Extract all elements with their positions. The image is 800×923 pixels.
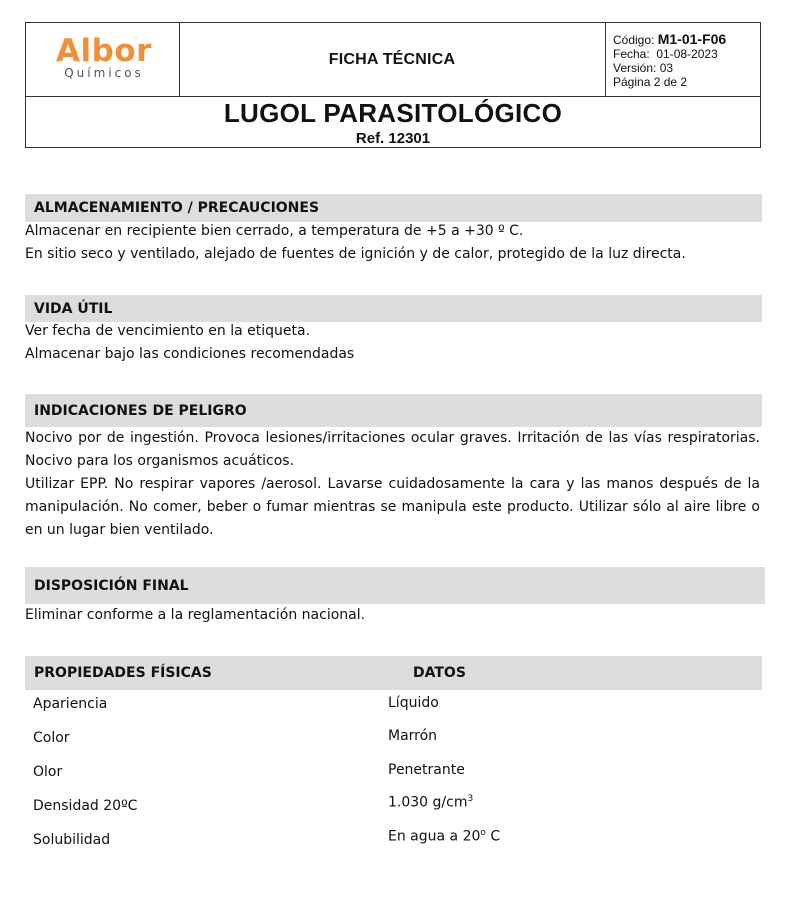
shelf-life-line-2: Almacenar bajo las condiciones recomendadas	[25, 346, 355, 362]
logo-sub-text: Químicos	[64, 66, 144, 80]
property-name: Solubilidad	[33, 832, 111, 848]
storage-line-1: Almacenar en recipiente bien cerrado, a temperatura de +5 a +30 º C.	[25, 223, 524, 239]
product-ref: Ref. 12301	[355, 130, 431, 147]
storage-line-2: En sitio seco y ventilado, alejado de fuentes de ignición y de calor, protegido de la luz directa.	[25, 246, 686, 262]
doc-code	[613, 32, 761, 47]
data-col-header: DATOS	[413, 665, 466, 681]
section-heading-storage: ALMACENAMIENTO / PRECAUCIONES	[25, 194, 762, 222]
property-name: Olor	[33, 764, 63, 780]
density-value: 1.030 g/cm	[388, 794, 468, 811]
property-value: Marrón	[388, 728, 438, 744]
section-heading-hazards: INDICACIONES DE PELIGRO	[25, 394, 762, 427]
property-value-solubility	[388, 828, 500, 845]
property-value: Penetrante	[388, 762, 465, 778]
document-header	[25, 22, 761, 148]
logo-cell	[26, 23, 180, 96]
hazards-text	[25, 427, 760, 542]
property-name: Densidad 20ºC	[33, 798, 138, 814]
shelf-life-text	[25, 320, 760, 366]
disposal-text: Eliminar conforme a la reglamentación nacional.	[25, 607, 366, 623]
solubility-suffix: C	[485, 828, 501, 845]
doc-type-cell	[179, 23, 606, 96]
property-name: Color	[33, 730, 70, 746]
section-heading-shelf-life: VIDA ÚTIL	[25, 295, 762, 322]
doc-page: Página 2 de 2	[613, 75, 688, 89]
header-top-row	[26, 23, 760, 97]
code-label: Código:	[613, 33, 655, 47]
density-superscript: 3	[467, 794, 474, 804]
doc-version	[613, 61, 761, 75]
property-name: Apariencia	[33, 696, 108, 712]
doc-meta	[606, 23, 761, 96]
product-name: LUGOL PARASITOLÓGICO	[223, 98, 563, 128]
doc-type: FICHA TÉCNICA	[328, 50, 456, 68]
date-value: 01-08-2023	[656, 47, 718, 61]
product-block	[26, 97, 760, 149]
properties-table-header	[25, 656, 762, 690]
properties-col-header: PROPIEDADES FÍSICAS	[34, 665, 212, 681]
solubility-value: En agua a 20	[388, 828, 481, 845]
storage-text	[25, 220, 760, 266]
albor-logo	[52, 33, 156, 80]
date-label: Fecha:	[613, 47, 650, 61]
hazards-paragraph-2: Utilizar EPP. No respirar vapores /aerosol. Lavarse cuidadosamente la cara y las manos después de la manipulación. No comer, beber o fumar mientras se manipula este producto. Utilizar sólo al aire libre o en un lugar bien ventilado.	[25, 476, 760, 538]
logo-main-text: Albor	[56, 33, 152, 69]
code-value: M1-01-F06	[657, 31, 727, 47]
doc-date	[613, 47, 761, 61]
hazards-paragraph-1: Nocivo por de ingestión. Provoca lesiones/irritaciones ocular graves. Irritación de las vías respiratorias. Nocivo para los organismos acuáticos.	[25, 430, 760, 469]
version-label: Versión:	[613, 61, 657, 75]
version-value: 03	[659, 61, 674, 75]
solubility-superscript: o	[480, 828, 486, 838]
shelf-life-line-1: Ver fecha de vencimiento en la etiqueta.	[25, 323, 311, 339]
property-value-density	[388, 794, 473, 811]
property-value: Líquido	[388, 695, 439, 711]
section-heading-disposal: DISPOSICIÓN FINAL	[25, 567, 765, 604]
